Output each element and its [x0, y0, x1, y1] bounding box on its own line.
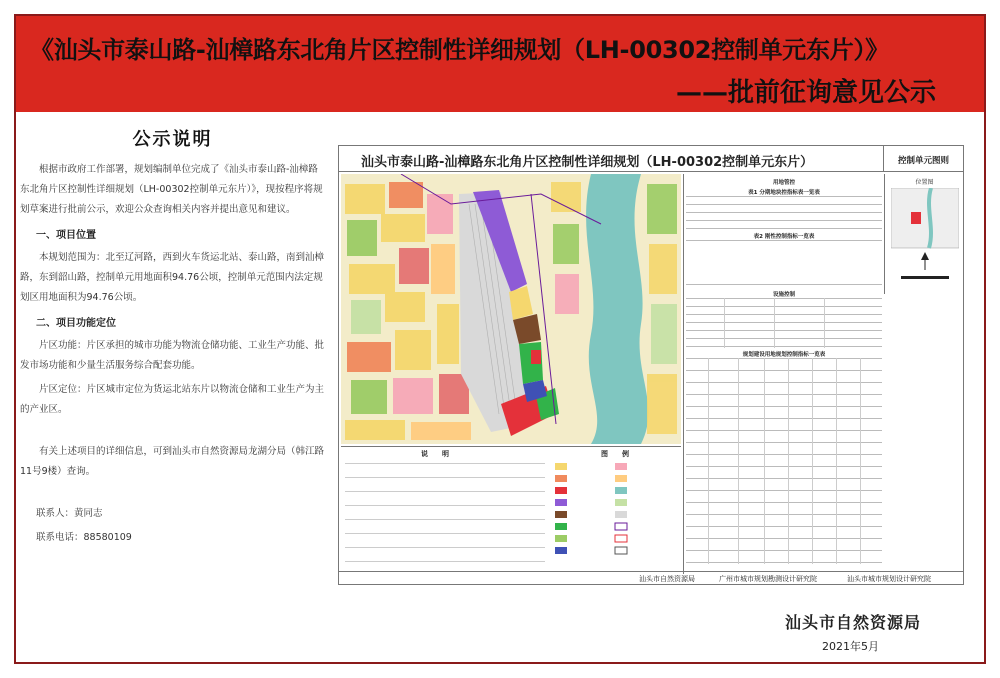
legend-title: 图 例: [601, 450, 629, 458]
plan-sheet: [338, 145, 964, 585]
contact-person: 联系人：黄同志: [36, 508, 103, 519]
location-inset: [884, 174, 963, 294]
legend-swatches: [553, 461, 677, 573]
legend-notes-title: 说 明: [421, 450, 449, 458]
section-function-title: 二、项目功能定位: [36, 318, 116, 329]
inset-map-graphic: [891, 188, 959, 288]
notice-heading: 公示说明: [132, 129, 213, 150]
notice-text-column: [20, 130, 325, 552]
table-rigid-caption: 表2 刚性控制指标一览表: [753, 234, 815, 240]
north-arrow-icon: [921, 252, 929, 260]
issue-date: 2021年5月: [822, 640, 879, 653]
footer-org-1: 汕头市自然资源局: [639, 575, 695, 583]
header-banner: [16, 16, 984, 112]
control-tables-panel: [683, 174, 883, 574]
header-subtitle: ——批前征询意见公示: [675, 78, 936, 108]
footer-org-2: 广州市城市规划勘测设计研究院: [719, 575, 817, 583]
table-facility-caption: 设施控制: [772, 292, 795, 298]
plan-sheet-side-title: 控制单元图则: [884, 146, 963, 172]
table-phase-caption: 表1 分期地块控指标表一览表: [748, 190, 820, 196]
contact-phone: 联系电话：88580109: [36, 532, 132, 543]
footer-org-3: 汕头市城市规划设计研究院: [847, 575, 931, 583]
table-land-control-caption: 用地管控: [772, 180, 795, 186]
plan-sheet-footer: [339, 571, 963, 584]
notice-intro: 根据市政府工作部署，规划编制单位完成了《汕头市泰山路-汕樟路东北角片区控制性详细规划（LH-00302控制单元东片）》，现按程序将规划草案进行批前公示，欢迎公众查询相关内容并提出意见和建议。: [20, 164, 323, 215]
scale-bar-icon: [901, 276, 949, 279]
legend-panel: [341, 446, 681, 576]
land-use-map-graphic: [341, 174, 681, 444]
table-indicator-caption: 规划建设用地规划控制指标一览表: [742, 352, 826, 358]
section-function-text: 片区功能：片区承担的城市功能为物流仓储功能、工业生产功能、批发市场功能和少量生活服务综合配套功能。: [20, 340, 325, 371]
header-title: 《汕头市泰山路-汕樟路东北角片区控制性详细规划（LH-00302控制单元东片）》: [30, 36, 889, 64]
inset-label: 位置图: [915, 179, 934, 186]
land-use-map: [341, 174, 681, 444]
section-location-title: 一、项目位置: [36, 230, 96, 241]
contact-info-text: 有关上述项目的详细信息，可到汕头市自然资源局龙湖分局（韩江路11号9楼）查询。: [20, 446, 325, 477]
section-position-text: 片区定位：片区城市定位为货运北站东片以物流仓储和工业生产为主的产业区。: [20, 384, 325, 415]
issuer-name: 汕头市自然资源局: [785, 613, 922, 632]
plan-sheet-title: 汕头市泰山路-汕樟路东北角片区控制性详细规划（LH-00302控制单元东片）: [339, 146, 884, 172]
section-location-text: 本规划范围为：北至辽河路，西到火车货运北站、泰山路，南到汕樟路，东到韶山路，控制单元用地面积94.76公顷，控制单元范围内法定规划区用地面积为94.76公顷。: [20, 252, 325, 303]
